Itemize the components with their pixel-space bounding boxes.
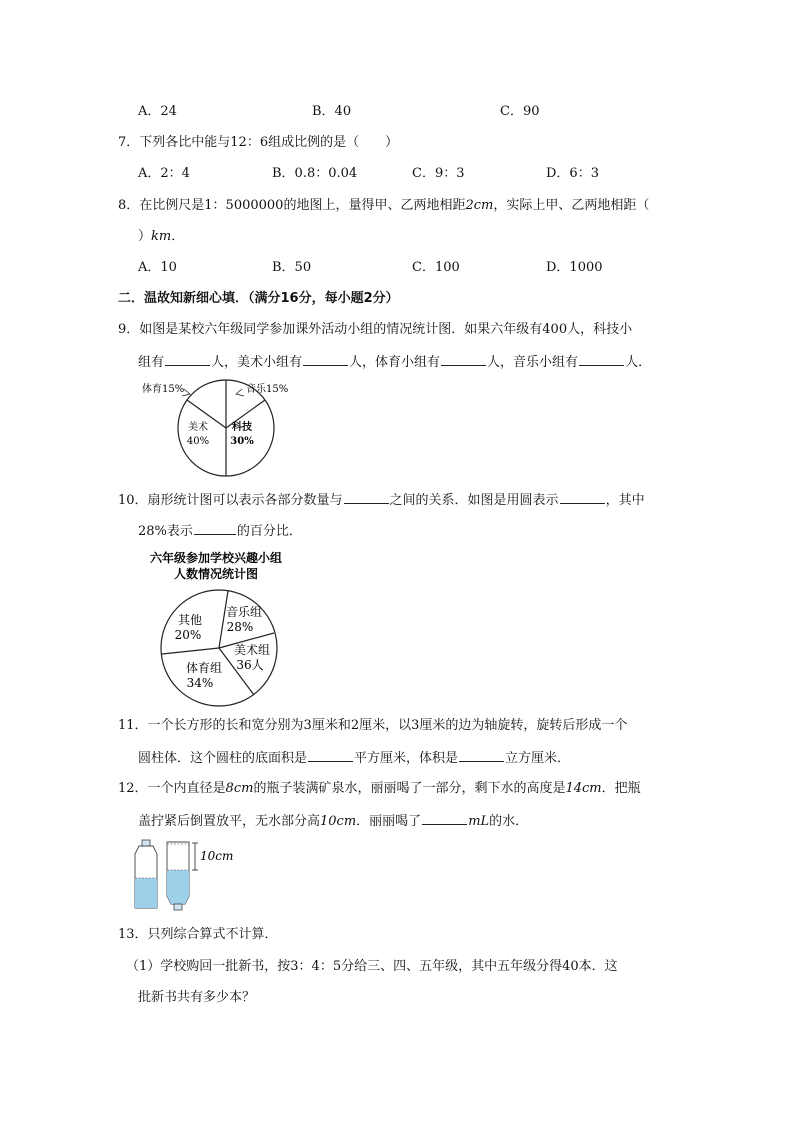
slice-label-music: 音乐15% bbox=[246, 384, 289, 395]
dimension-label: 10cm bbox=[200, 849, 234, 863]
q7-option-b: B．0.8：0.04 bbox=[272, 166, 358, 181]
pie-divider bbox=[162, 648, 219, 654]
slice-value-art: 36人 bbox=[236, 658, 264, 672]
answer-blank[interactable] bbox=[165, 351, 210, 366]
q7-option-a: A．2：4 bbox=[138, 166, 190, 181]
q10-question-line2: 28%表示 的百分比． bbox=[138, 520, 302, 542]
slice-name-tech: 科技 bbox=[232, 422, 252, 433]
slice-value-other: 20% bbox=[174, 628, 202, 642]
slice-name-art: 美术 bbox=[188, 422, 208, 433]
chart-title-line2: 人数情况统计图 bbox=[173, 567, 259, 581]
q6-option-c: C．90 bbox=[500, 104, 540, 119]
water-fill bbox=[167, 870, 189, 904]
answer-blank[interactable] bbox=[303, 351, 348, 366]
q10-pie-chart bbox=[136, 548, 306, 708]
answer-blank[interactable] bbox=[422, 810, 467, 825]
q8-question-line1: 8．在比例尺是1：5000000的地图上，量得甲、乙两地相距2cm，实际上甲、乙两地相距（ bbox=[118, 198, 650, 213]
answer-blank[interactable] bbox=[344, 489, 389, 504]
q13-sub1-line1: （1）学校购回一批新书，按3：4：5分给三、四、五年级，其中五年级分得40本．这 bbox=[126, 959, 618, 974]
q6-option-b: B．40 bbox=[312, 104, 352, 119]
label-pointer bbox=[236, 389, 244, 396]
q7-option-c: C．9：3 bbox=[412, 166, 465, 181]
q11-question-line2: 圆柱体．这个圆柱的底面积是 平方厘米，体积是 立方厘米． bbox=[138, 747, 570, 769]
q8-option-d: D．1000 bbox=[546, 260, 603, 275]
answer-blank[interactable] bbox=[560, 489, 605, 504]
q13-question: 13．只列综合算式不计算． bbox=[118, 927, 278, 942]
answer-blank[interactable] bbox=[308, 747, 353, 762]
q9-question-line2: 组有 人，美术小组有 人，体育小组有 人，音乐小组有 人． bbox=[138, 351, 651, 373]
inverted-bottle bbox=[167, 842, 189, 910]
q13-sub1-line2: 批新书共有多少本？ bbox=[138, 990, 256, 1005]
slice-name-other: 其他 bbox=[177, 613, 203, 627]
slice-value-sports: 34% bbox=[186, 676, 214, 690]
slice-label-sports: 体育15% bbox=[142, 384, 185, 395]
answer-blank[interactable] bbox=[194, 520, 236, 535]
chart-title-line1: 六年级参加学校兴趣小组 bbox=[149, 551, 283, 565]
q12-question-line2: 盖拧紧后倒置放平，无水部分高10cm．丽丽喝了 mL的水． bbox=[138, 810, 528, 832]
q8-option-b: B．50 bbox=[272, 260, 312, 275]
slice-name-music: 音乐组 bbox=[225, 605, 263, 619]
q8-question-line2: ）km． bbox=[138, 229, 185, 244]
q9-pie-chart bbox=[138, 378, 298, 480]
upright-bottle bbox=[135, 840, 157, 908]
water-fill bbox=[135, 878, 157, 908]
slice-name-sports: 体育组 bbox=[185, 661, 223, 675]
q10-question-line1: 10．扇形统计图可以表示各部分数量与 之间的关系．如图是用圆表示 ，其中 bbox=[118, 489, 645, 511]
q12-bottle-figure bbox=[132, 838, 242, 914]
slice-value-tech: 30% bbox=[230, 436, 254, 447]
q6-option-a: A．24 bbox=[138, 104, 177, 119]
q8-option-a: A．10 bbox=[138, 260, 177, 275]
q11-question-line1: 11．一个长方形的长和宽分别为3厘米和2厘米，以3厘米的边为轴旋转，旋转后形成一个 bbox=[118, 718, 628, 733]
slice-value-music: 28% bbox=[226, 620, 254, 634]
answer-blank[interactable] bbox=[441, 351, 486, 366]
q8-option-c: C．100 bbox=[412, 260, 460, 275]
q9-question-line1: 9．如图是某校六年级同学参加课外活动小组的情况统计图．如果六年级有400人，科技小 bbox=[118, 322, 633, 337]
answer-blank[interactable] bbox=[579, 351, 624, 366]
section-title: 二．温故知新细心填．（满分16分，每小题2分） bbox=[118, 291, 399, 306]
slice-name-art: 美术组 bbox=[233, 643, 271, 657]
q7-option-d: D．6：3 bbox=[546, 166, 599, 181]
q7-question: 7．下列各比中能与12：6组成比例的是（ ） bbox=[118, 135, 399, 150]
slice-value-art: 40% bbox=[186, 436, 210, 447]
answer-blank[interactable] bbox=[459, 747, 504, 762]
q12-question-line1: 12．一个内直径是8cm的瓶子装满矿泉水，丽丽喝了一部分，剩下水的高度是14cm．把瓶 bbox=[118, 781, 641, 796]
